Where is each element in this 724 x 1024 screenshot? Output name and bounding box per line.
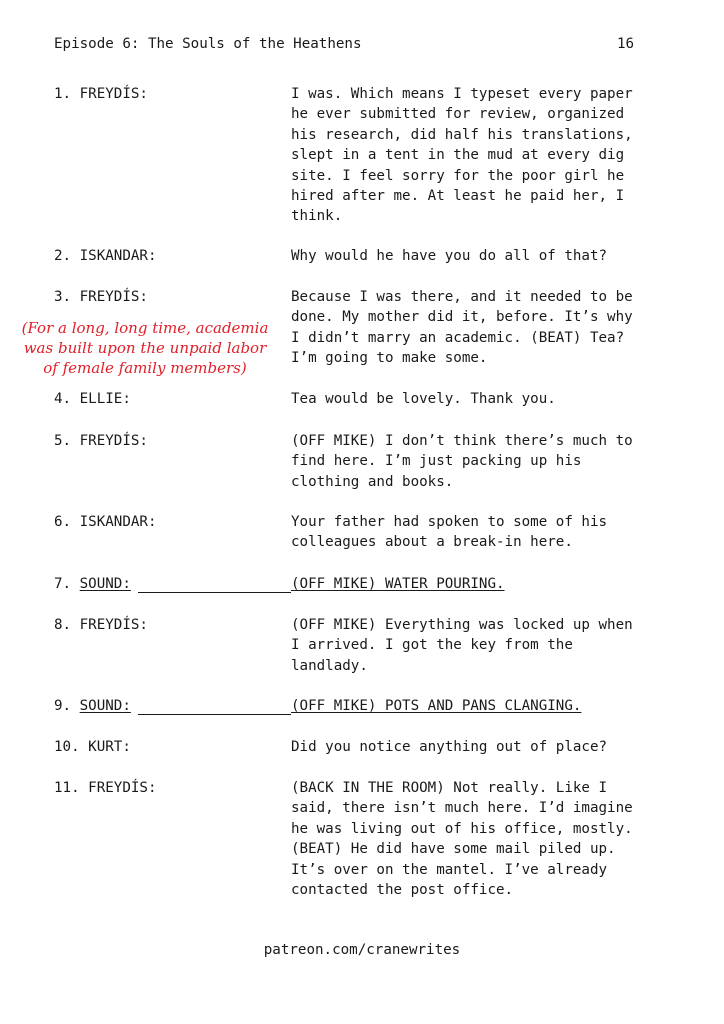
dialogue: Your father had spoken to some of his colleagues about a break-in here. [291, 514, 608, 551]
dialogue: Did you notice anything out of place? [291, 739, 608, 755]
episode-title: Episode 6: The Souls of the Heathens [54, 36, 362, 52]
dialogue: (OFF MIKE) I don’t think there’s much to find here. I’m just packing up his clothing and books. [291, 433, 633, 490]
page-number: 16 [617, 36, 635, 52]
speaker: 1. FREYDÍS: [54, 86, 148, 102]
speaker: 4. ELLIE: [54, 391, 131, 407]
dialogue: Tea would be lovely. Thank you. [291, 391, 556, 407]
handwritten-annotation: (For a long, long time, academia was built upon the unpaid labor of female family members) [21, 319, 269, 377]
speaker: 7. SOUND: [54, 576, 131, 592]
dialogue: (BACK IN THE ROOM) Not really. Like I said, there isn’t much here. I’d imagine he was living out of his office, mostly. (BEAT) He did have some mail piled up. It’s over on the mantel. I’ve already contacted the post office. [291, 780, 633, 899]
sound-cue: (OFF MIKE) POTS AND PANS CLANGING. [291, 698, 582, 714]
speaker: 5. FREYDÍS: [54, 433, 148, 449]
dialogue: Why would he have you do all of that? [291, 248, 608, 264]
dialogue: (OFF MIKE) Everything was locked up when I arrived. I got the key from the landlady. [291, 617, 633, 674]
dialogue: I was. Which means I typeset every paper he ever submitted for review, organized his research, did half his translations, slept in a tent in the mud at every dig site. I feel sorry for the poor girl he hired after me. At least he paid her, I think. [291, 86, 633, 225]
underline-rule [138, 714, 291, 715]
speaker: 3. FREYDÍS: [54, 289, 148, 305]
speaker: 11. FREYDÍS: [54, 780, 157, 796]
speaker: 6. ISKANDAR: [54, 514, 157, 530]
footer-link[interactable]: patreon.com/cranewrites [263, 942, 461, 958]
sound-cue: (OFF MIKE) WATER POURING. [291, 576, 505, 592]
speaker: 9. SOUND: [54, 698, 131, 714]
speaker: 10. KURT: [54, 739, 131, 755]
underline-rule [138, 592, 291, 593]
speaker: 2. ISKANDAR: [54, 248, 157, 264]
speaker: 8. FREYDÍS: [54, 617, 148, 633]
dialogue: Because I was there, and it needed to be done. My mother did it, before. It’s why I didn’t marry an academic. (BEAT) Tea? I’m going to make some. [291, 289, 633, 367]
